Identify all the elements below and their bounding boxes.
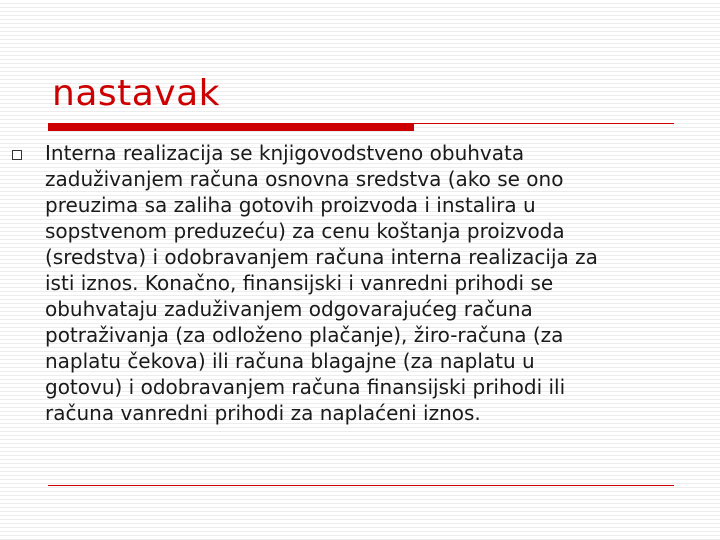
bullet-text: Interna realizacija se knjigovodstveno obuhvata zaduživanjem računa osnovna sredstva (ako se ono preuzima sa zaliha gotovih proizvoda i instalira u sopstvenom preduzeću) za cenu koštanja proizvoda (sredstva) i odobravanjem računa interna realizacija za isti iznos. Konačno, finansijski i vanredni prihodi se obuhvataju zaduživanjem odgovarajućeg računa potraživanja (za odloženo plačanje), žiro-računa (za naplatu čekova) ili računa blagajne (za naplatu u gotovu) i odobravanjem računa finansijski prihodi ili računa vanredni prihodi za naplaćeni iznos. (45, 141, 598, 425)
slide-title: nastavak (52, 73, 221, 114)
title-underline-thin (414, 123, 674, 124)
square-bullet-icon (12, 150, 22, 160)
footer-rule (48, 485, 674, 486)
title-underline-thick (48, 123, 414, 131)
